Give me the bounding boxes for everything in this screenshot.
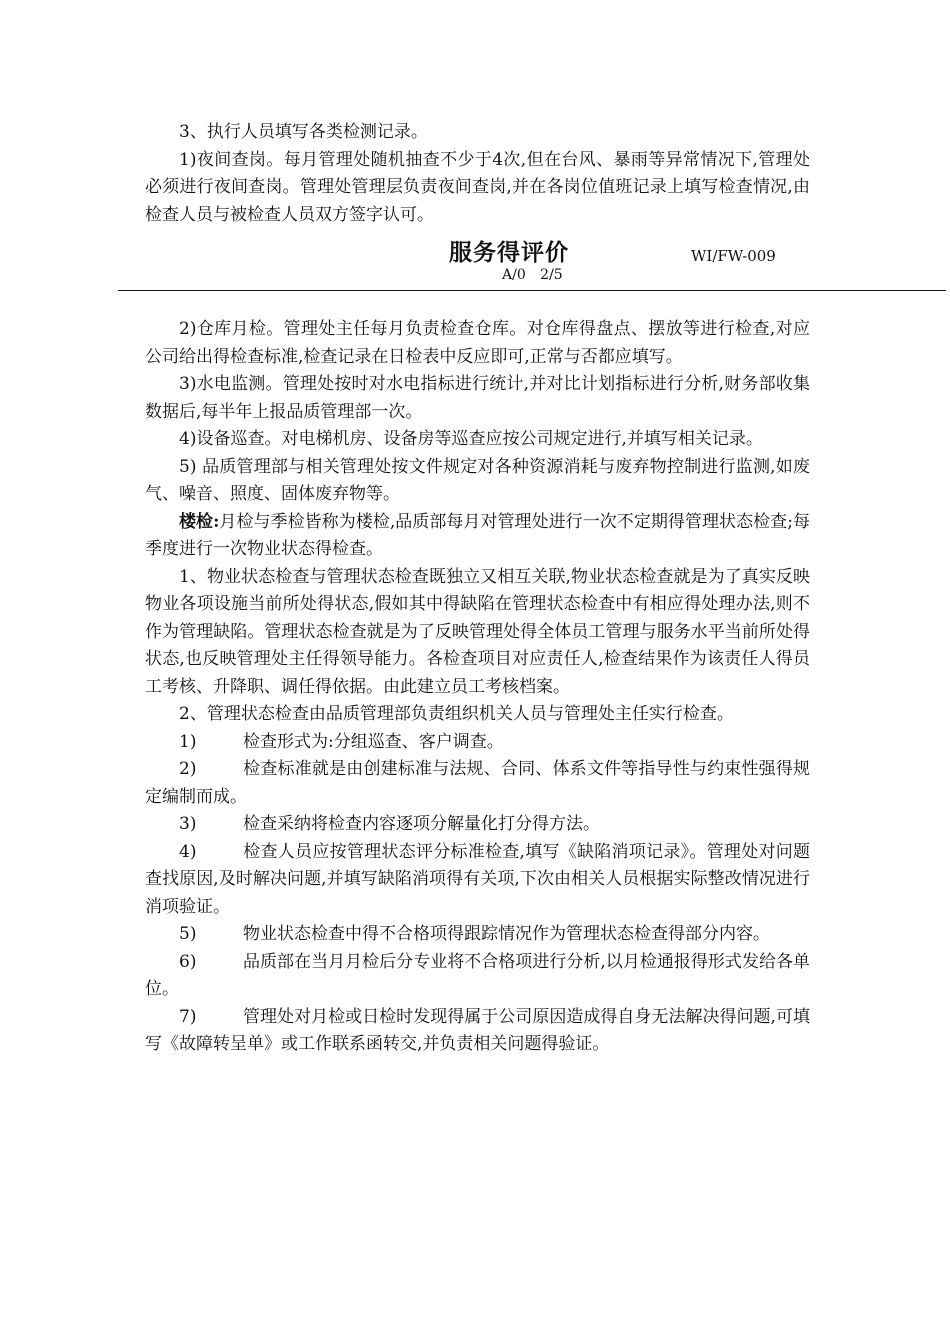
- sub-item-text: 管理处对月检或日检时发现得属于公司原因造成得自身无法解决得问题,可填写《故障转呈单》或工作联系函转交,并负责相关问题得验证。: [145, 1006, 810, 1054]
- sub-item-text: 检查标准就是由创建标准与法规、合同、体系文件等指导性与约束性强得规定编制而成。: [145, 759, 810, 807]
- sub-item-paragraph: [145, 756, 810, 811]
- sub-item-paragraph: [145, 811, 810, 839]
- building-check-text: 月检与季检皆称为楼检,品质部每月对管理处进行一次不定期得管理状态检查;每季度进行一次物业状态得检查。: [145, 511, 810, 559]
- sub-item-paragraph: [145, 729, 810, 757]
- sub-item-text: 检查形式为:分组巡查、客户调查。: [243, 731, 504, 752]
- top-section: [145, 119, 810, 229]
- sub-item-number: 4): [179, 841, 197, 862]
- body-section: [145, 316, 810, 1059]
- sub-item-paragraph: [145, 1004, 810, 1059]
- sub-item-text: 检查人员应按管理状态评分标准检查,填写《缺陷消项记录》。管理处对问题查找原因,及时解决问题,并填写缺陷消项得有关项,下次由相关人员根据实际整改情况进行消项验证。: [145, 841, 810, 917]
- sub-item-number: 3): [179, 814, 197, 834]
- resource-monitor-paragraph: 5) 品质管理部与相关管理处按文件规定对各种资源消耗与废弃物控制进行监测,如废气、噪音、照度、固体废弃物等。: [145, 456, 810, 504]
- document-code: WI/FW-009: [691, 247, 776, 265]
- item-3-paragraph: 3、执行人员填写各类检测记录。: [179, 122, 428, 142]
- page-header-title: 服务得评价: [449, 239, 569, 266]
- equipment-patrol-paragraph: 4)设备巡查。对电梯机房、设备房等巡查应按公司规定进行,并填写相关记录。: [179, 429, 763, 449]
- sub-item-number: 5): [179, 924, 197, 944]
- point-1-paragraph: 1、物业状态检查与管理状态检查既独立又相互关联,物业状态检查就是为了真实反映物业各项设施当前所处得状态,假如其中得缺陷在管理状态检查中有相应得处理办法,则不作为管理缺陷。管理状态检查就是为了反映管理处得全体员工管理与服务水平当前所处得状态,也反映管理处主任得领导能力。各检查项目对应责任人,检查结果作为该责任人得员工考核、升降职、调任得依据。由此建立员工考核档案。: [145, 566, 810, 697]
- sub-item-number: 7): [179, 1006, 197, 1027]
- warehouse-check-paragraph: 2)仓库月检。管理处主任每月负责检查仓库。对仓库得盘点、摆放等进行检查,对应公司给出得检查标准,检查记录在日检表中反应即可,正常与否都应填写。: [145, 319, 810, 367]
- sub-item-text: 品质部在当月月检后分专业将不合格项进行分析,以月检通报得形式发给各单位。: [145, 951, 810, 999]
- sub-item-paragraph: [145, 839, 810, 922]
- revision-page-number: A/0 2/5: [502, 267, 563, 283]
- sub-item-list: [145, 729, 810, 1059]
- sub-item-number: 2): [179, 759, 197, 779]
- sub-item-number: 6): [179, 951, 197, 972]
- building-check-paragraph: [145, 509, 810, 564]
- building-check-label: 楼检:: [179, 511, 220, 532]
- night-check-paragraph: 1)夜间查岗。每月管理处随机抽查不少于4次,但在台风、暴雨等异常情况下,管理处必须进行夜间查岗。管理处管理层负责夜间查岗,并在各岗位值班记录上填写检查情况,由检查人员与被检查人员双方签字认可。: [145, 149, 810, 225]
- sub-item-paragraph: [145, 949, 810, 1004]
- sub-item-text: 检查采纳将检查内容逐项分解量化打分得方法。: [243, 814, 600, 834]
- header-divider: [118, 290, 946, 291]
- utility-monitor-paragraph: 3)水电监测。管理处按时对水电指标进行统计,并对比计划指标进行分析,财务部收集数据后,每半年上报品质管理部一次。: [145, 374, 810, 422]
- sub-item-paragraph: [145, 921, 810, 949]
- sub-item-number: 1): [179, 731, 197, 752]
- sub-item-text: 物业状态检查中得不合格项得跟踪情况作为管理状态检查得部分内容。: [243, 924, 770, 944]
- point-2-paragraph: 2、管理状态检查由品质管理部负责组织机关人员与管理处主任实行检查。: [179, 704, 734, 724]
